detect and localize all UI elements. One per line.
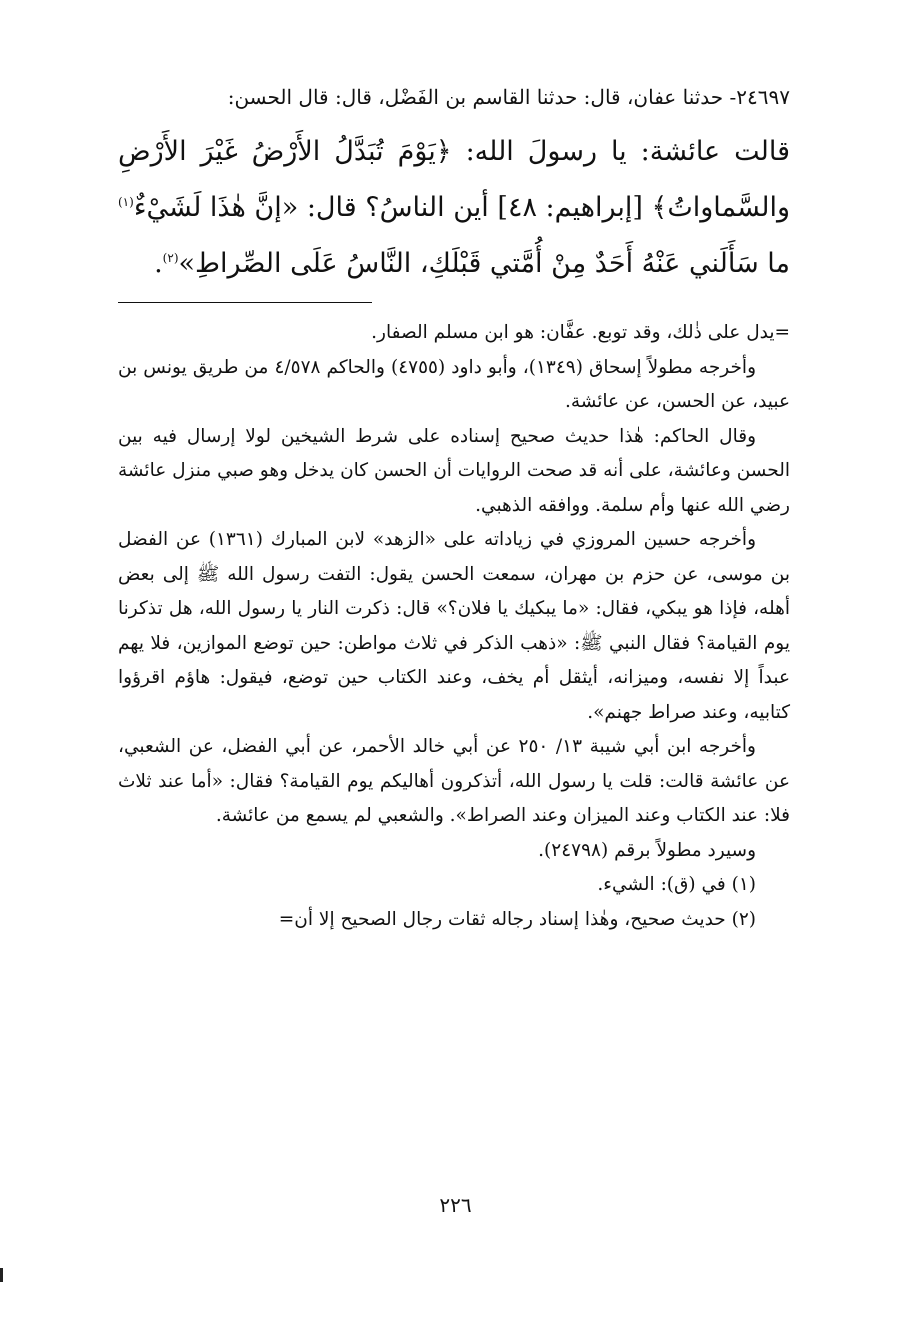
footnote-1: (١) في (ق): الشيء.	[597, 874, 756, 895]
footnote-2: (٢) حديث صحيح، وهٰذا إسناد رجاله ثقات رجال الصحيح إلا أن=	[278, 908, 756, 930]
hadith-matn	[118, 124, 790, 292]
note-paragraph-hakim: وقال الحاكم: هٰذا حديث صحيح إسناده على شرط الشيخين لولا إرسال فيه بين الحسن وعائشة، على أنه قد صحت الروايات أن الحسن كان يدخل وهو صبي منزل عائشة رضي الله عنها وأم سلمة. ووافقه الذهبي.	[118, 425, 790, 516]
note-continuation: =يدل على ذٰلك، وقد توبع. عفَّان: هو ابن مسلم الصفار.	[371, 322, 790, 343]
footnote-separator-area	[118, 292, 790, 316]
note-paragraph-cross-ref: وسيرد مطولاً برقم (٢٤٧٩٨).	[538, 839, 756, 861]
note-paragraph-ibn-abi-shayba: وأخرجه ابن أبي شيبة ١٣/ ٢٥٠ عن أبي خالد الأحمر، عن أبي الفضل، عن الشعبي، عن عائشة قالت: قلت يا رسول الله، أتذكرون أهاليكم يوم القيامة؟ فقال: «أما عند ثلاث فلا: عند الكتاب وعند الميزان وعند الصراط». والشعبي لم يسمع من عائشة.	[118, 736, 790, 826]
note-paragraph-marwazi: وأخرجه حسين المروزي في زياداته على «الزهد» لابن المبارك (١٣٦١) عن الفضل بن موسى، عن حزم بن مهران، سمعت الحسن يقول: التفت رسول الله ﷺ إلى بعض أهله، فإذا هو يبكي، فقال: «ما يبكيك يا فلان؟» قال: ذكرت النار يا رسول الله، هل تذكرنا يوم القيامة؟ فقال النبي ﷺ: «ذهب الذكر في ثلاث مواطن: حين توضع الموازين، فلا يهم عبداً إلا نفسه، وميزانه، أيثقل أم يخف، وعند الكتاب حين توضع، فيقول: هاؤم اقرؤوا كتابيه، وعند صراط جهنم».	[118, 529, 790, 723]
hadith-matn-part2: ما سَأَلَني عَنْهُ أَحَدٌ مِنْ أُمَّتي قَبْلَكِ، النَّاسُ عَلَى الصِّراطِ»	[178, 248, 790, 279]
footnote-separator	[118, 302, 372, 303]
page-number: ٢٢٦	[439, 1193, 472, 1217]
hadith-matn-end: .	[154, 248, 163, 279]
page-content	[118, 76, 790, 937]
hadith-matn-part1: قالت عائشة: يا رسولَ الله: ﴿يَوْمَ تُبَدَّلُ الأَرْضُ غَيْرَ الأَرْضِ والسَّماواتُ﴾ [إبراهيم: ٤٨] أين الناسُ؟ قال: «إنَّ هٰذَا لَشَيْءٌ	[118, 136, 790, 223]
note-paragraph-ishaq: وأخرجه مطولاً إسحاق (١٣٤٩)، وأبو داود (٤٧٥٥) والحاكم ٤/٥٧٨ من طريق يونس بن عبيد، عن الحسن، عن عائشة.	[118, 356, 790, 412]
footnote-ref-1[interactable]: (١)	[117, 195, 134, 209]
scan-edge-mark	[0, 1268, 3, 1282]
footnote-ref-2[interactable]: (٢)	[162, 251, 179, 265]
hadith-isnad: ٢٤٦٩٧- حدثنا عفان، قال: حدثنا القاسم بن الفَضْل، قال: قال الحسن:	[227, 85, 790, 109]
footnotes-section	[118, 316, 790, 937]
